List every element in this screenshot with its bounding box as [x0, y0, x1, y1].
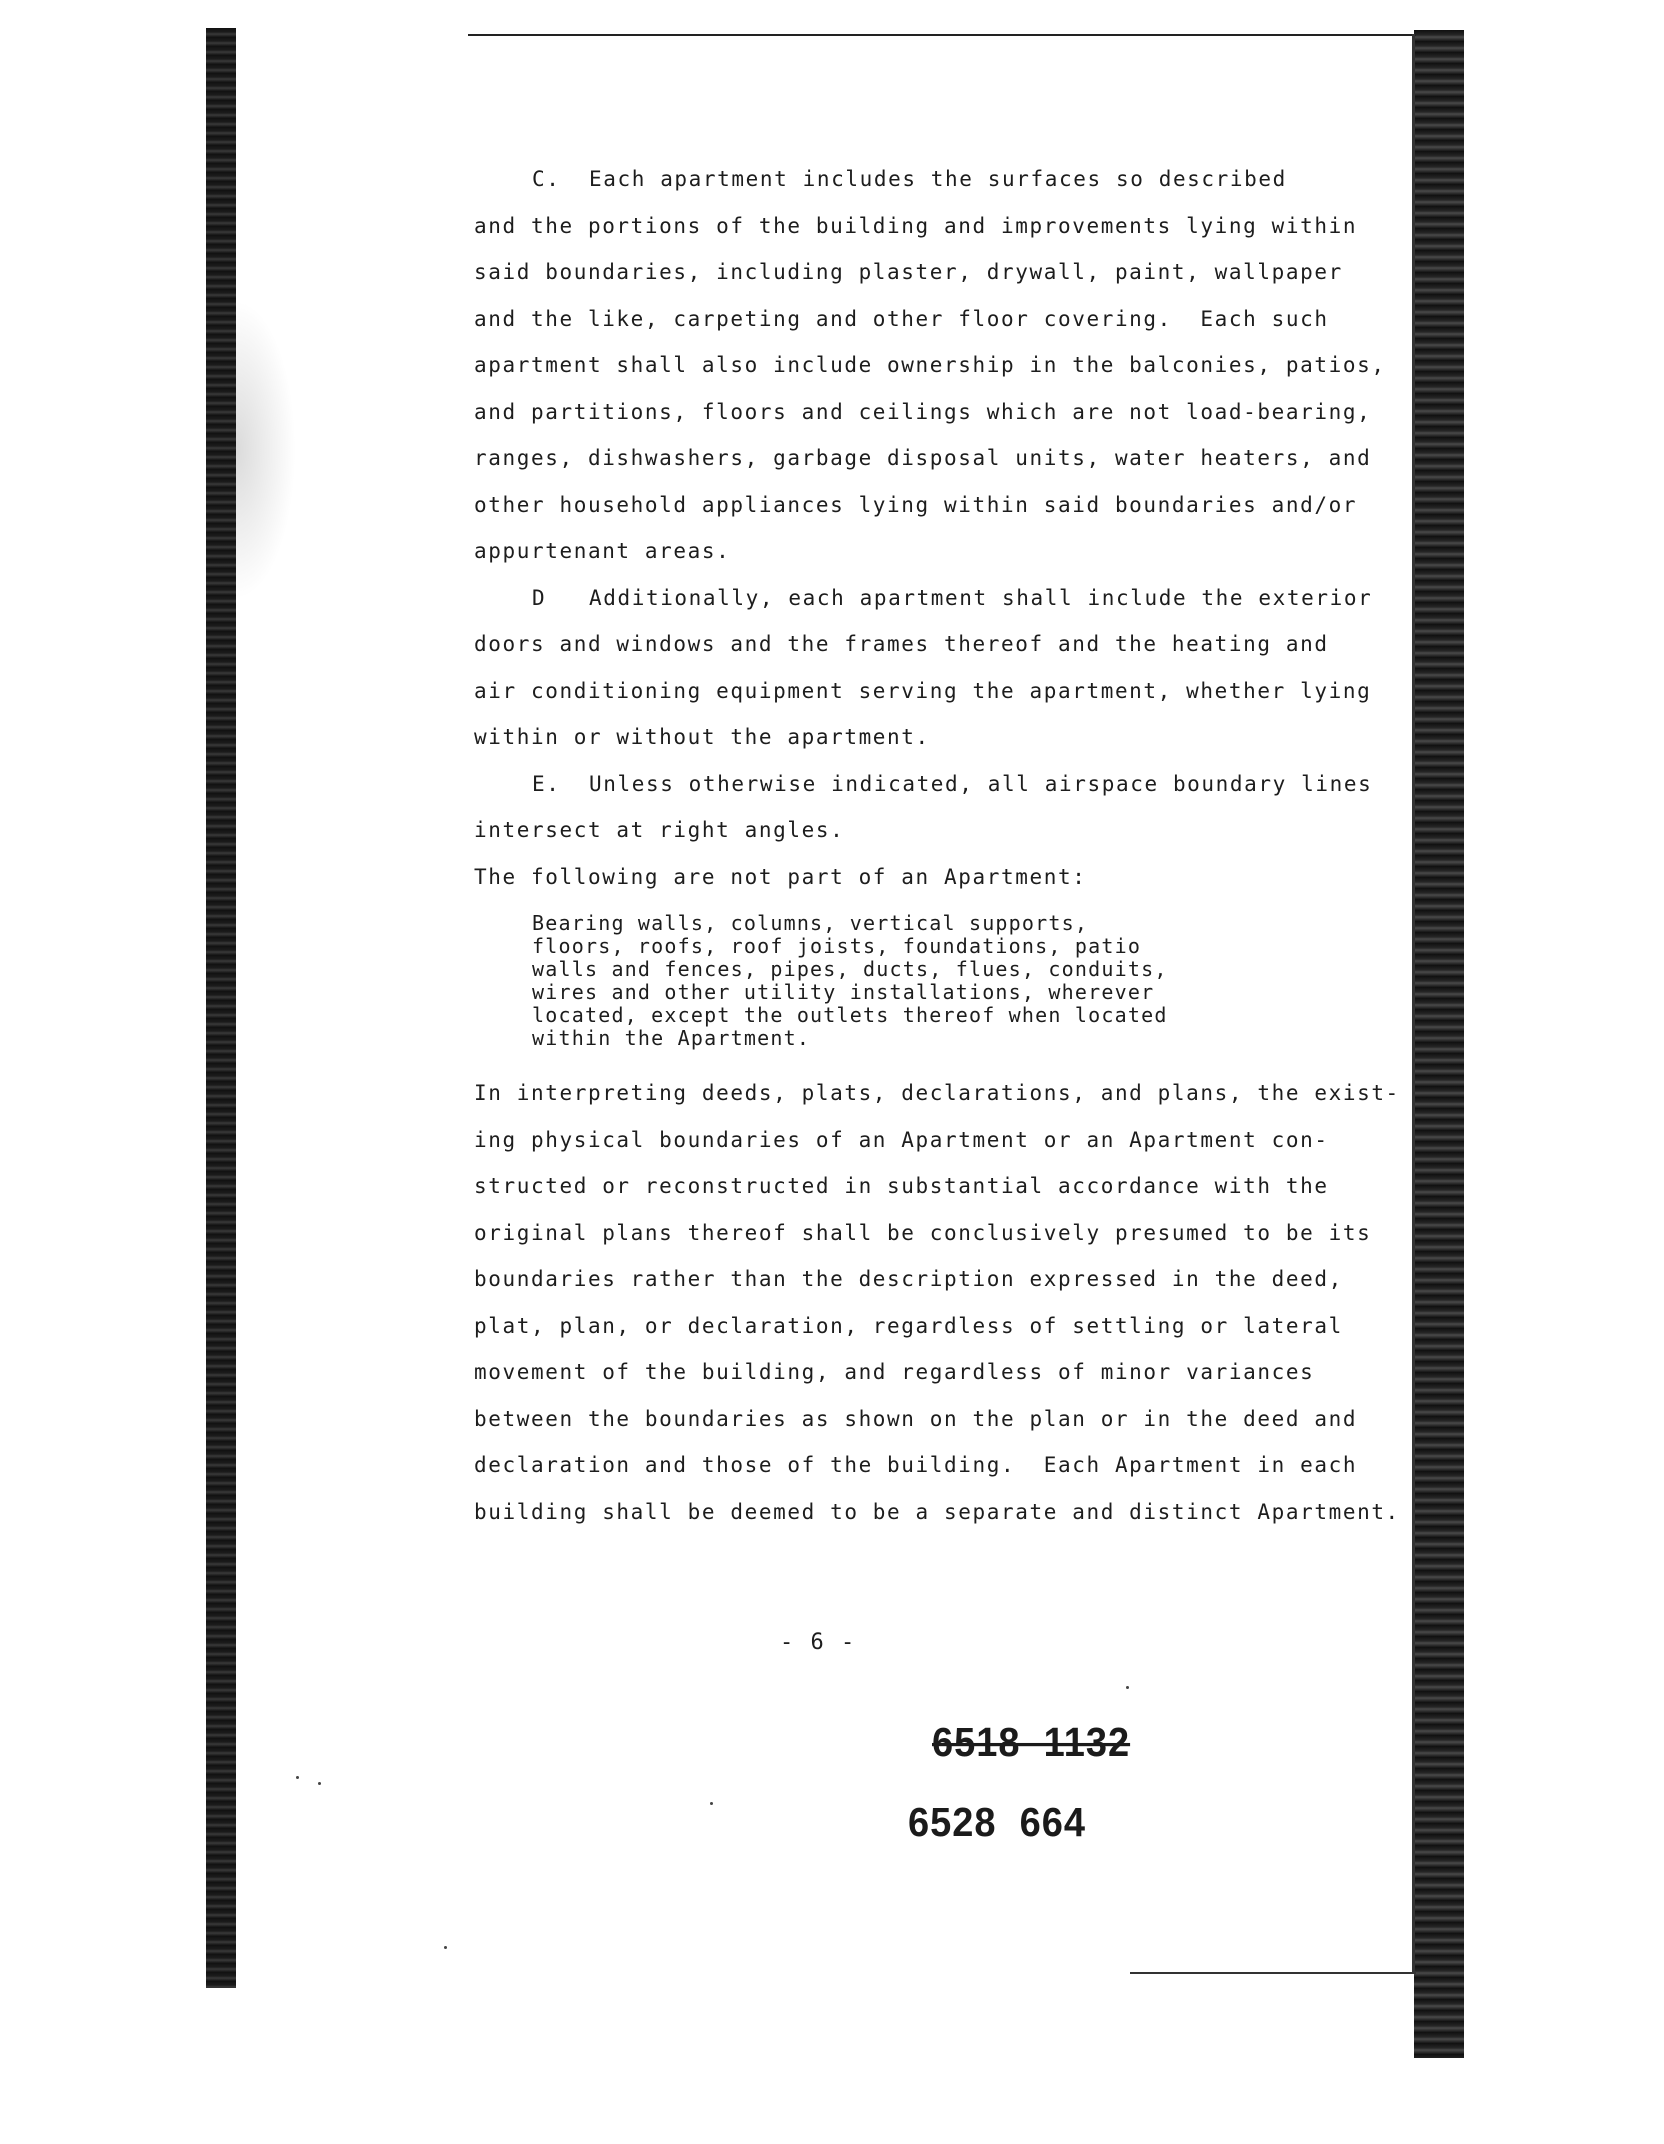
scan-speck [318, 1782, 321, 1785]
text-line: building shall be deemed to be a separate and distinct Apartment. [474, 1499, 1400, 1524]
document-body [474, 156, 1400, 1535]
text-line: ing physical boundaries of an Apartment or an Apartment con- [474, 1127, 1329, 1152]
text-line: between the boundaries as shown on the plan or in the deed and [474, 1406, 1358, 1431]
text-line: movement of the building, and regardless of minor variances [474, 1360, 1315, 1384]
text-line: declaration and those of the building. Each Apartment in each [474, 1453, 1358, 1477]
text-line: Bearing walls, columns, vertical supports, [532, 911, 1089, 935]
scan-right-edge [1414, 30, 1464, 2058]
page-top-edge [468, 34, 1416, 36]
text-line: said boundaries, including plaster, drywall, paint, wallpaper [474, 260, 1343, 284]
page-right-edge [1412, 34, 1415, 1974]
text-line: D Additionally, each apartment shall include the exterior [532, 585, 1373, 610]
text-line: and the portions of the building and improvements lying within [474, 213, 1358, 238]
text-line: wires and other utility installations, wherever [532, 980, 1155, 1004]
text-line: within or without the apartment. [474, 725, 930, 749]
scan-speck [710, 1802, 713, 1805]
text-line: appurtenant areas. [474, 539, 731, 563]
text-line: C. Each apartment includes the surfaces so described [532, 167, 1287, 191]
text-line: floors, roofs, roof joists, foundations, patio [532, 934, 1142, 958]
paragraph-e [474, 761, 1394, 854]
text-line: boundaries rather than the description expressed in the deed, [474, 1267, 1343, 1291]
text-line: E. Unless otherwise indicated, all airspace boundary lines [532, 771, 1373, 796]
text-line: intersect at right angles. [474, 818, 845, 842]
recording-stamp-struck: 6518 1132 [932, 1720, 1131, 1766]
paragraph-c [474, 156, 1394, 575]
scan-speck [1126, 1686, 1129, 1689]
text-line: other household appliances lying within said boundaries and/or [474, 492, 1358, 517]
text-line: walls and fences, pipes, ducts, flues, conduits, [532, 957, 1168, 981]
text-line: apartment shall also include ownership in the balconies, patios, [474, 353, 1386, 377]
text-line: air conditioning equipment serving the apartment, whether lying [474, 678, 1372, 703]
text-line: located, except the outlets thereof when located [532, 1003, 1168, 1027]
page-bottom-edge [1130, 1972, 1416, 1974]
excluded-items-block [474, 912, 1394, 1050]
text-line: original plans thereof shall be conclusively presumed to be its [474, 1220, 1372, 1245]
text-line: plat, plan, or declaration, regardless of settling or lateral [474, 1313, 1343, 1338]
text-line: and partitions, floors and ceilings which are not load-bearing, [474, 399, 1372, 424]
scan-left-edge [206, 28, 236, 1988]
text-line: In interpreting deeds, plats, declarations, and plans, the exist- [474, 1081, 1400, 1105]
text-line: structed or reconstructed in substantial accordance with the [474, 1174, 1329, 1198]
scan-left-shadow [236, 300, 296, 600]
scan-speck [296, 1776, 299, 1779]
paragraph-d [474, 575, 1394, 761]
scan-speck [444, 1946, 447, 1949]
text-line: and the like, carpeting and other floor covering. Each such [474, 306, 1329, 331]
text-line: ranges, dishwashers, garbage disposal units, water heaters, and [474, 446, 1372, 470]
following-intro: The following are not part of an Apartment: [474, 864, 1087, 889]
text-line: within the Apartment. [532, 1026, 811, 1050]
recording-stamp: 6528 664 [908, 1800, 1087, 1846]
interpretation-paragraph [474, 1070, 1400, 1535]
page-number: - 6 - [780, 1630, 857, 1655]
text-line: doors and windows and the frames thereof and the heating and [474, 632, 1329, 656]
